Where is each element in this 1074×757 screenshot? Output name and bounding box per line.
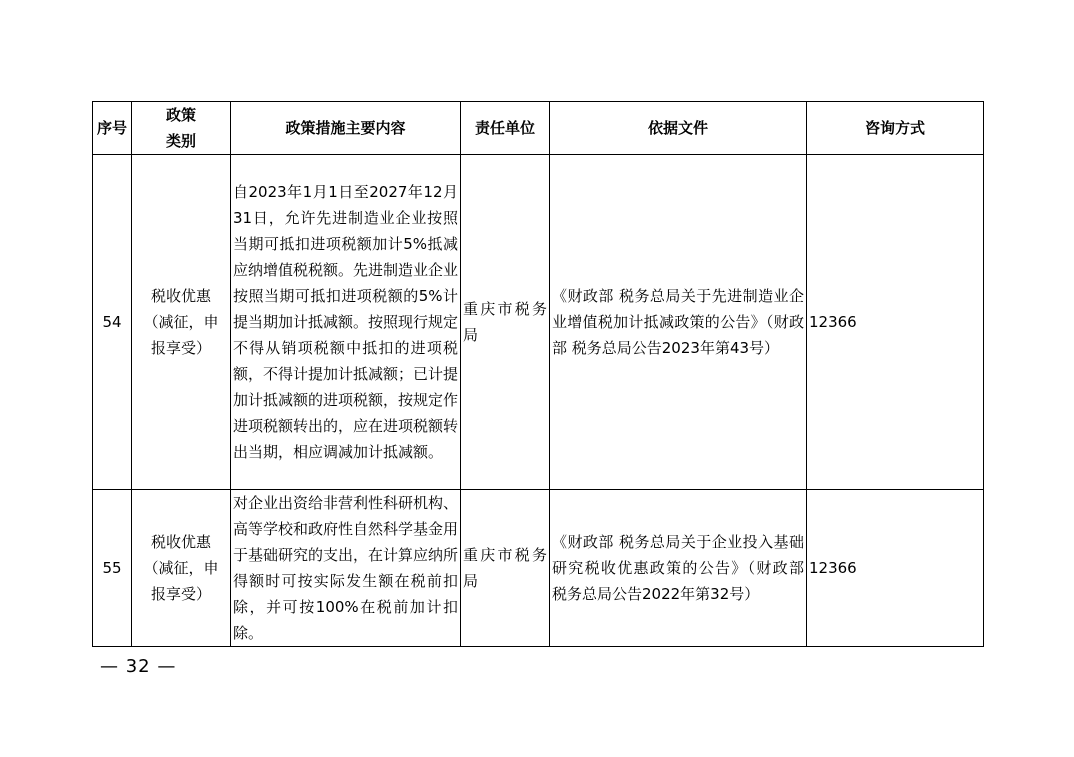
header-content: 政策措施主要内容	[231, 102, 461, 155]
row-content: 对企业出资给非营利性科研机构、高等学校和政府性自然科学基金用于基础研究的支出，在计算应纳所得额时可按实际发生额在税前扣除，并可按100%在税前加计扣除。	[231, 490, 461, 647]
row-content: 自2023年1月1日至2027年12月31日，允许先进制造业企业按照当期可抵扣进项税额加计5%抵减应纳增值税税额。先进制造业企业按照当期可抵扣进项税额的5%计提当期加计抵减额。按照现行规定不得从销项税额中抵扣的进项税额，不得计提加计抵减额；已计提加计抵减额的进项税额，按规定作进项税额转出的，应在进项税额转出当期，相应调减加计抵减额。	[231, 155, 461, 490]
header-contact: 咨询方式	[807, 102, 984, 155]
header-category-line1: 政策	[165, 106, 196, 124]
table-header-row	[93, 102, 984, 155]
row-category: 税收优惠（减征，申报享受）	[132, 490, 231, 647]
row-contact: 12366	[807, 155, 984, 490]
table-row	[93, 155, 984, 490]
header-seq: 序号	[93, 102, 132, 155]
header-unit: 责任单位	[461, 102, 550, 155]
row-seq: 55	[93, 490, 132, 647]
row-basis: 《财政部 税务总局关于先进制造业企业增值税加计抵减政策的公告》（财政部 税务总局公告2023年第43号）	[550, 155, 807, 490]
row-contact: 12366	[807, 490, 984, 647]
table-row	[93, 490, 984, 647]
row-basis: 《财政部 税务总局关于企业投入基础研究税收优惠政策的公告》（财政部 税务总局公告2022年第32号）	[550, 490, 807, 647]
header-basis: 依据文件	[550, 102, 807, 155]
header-category-line2: 类别	[165, 132, 196, 150]
policy-table	[92, 101, 984, 647]
row-unit: 重庆市税务局	[461, 490, 550, 647]
row-category: 税收优惠（减征，申报享受）	[132, 155, 231, 490]
page-number: — 32 —	[100, 656, 177, 677]
row-unit: 重庆市税务局	[461, 155, 550, 490]
row-seq: 54	[93, 155, 132, 490]
header-category	[132, 102, 231, 155]
